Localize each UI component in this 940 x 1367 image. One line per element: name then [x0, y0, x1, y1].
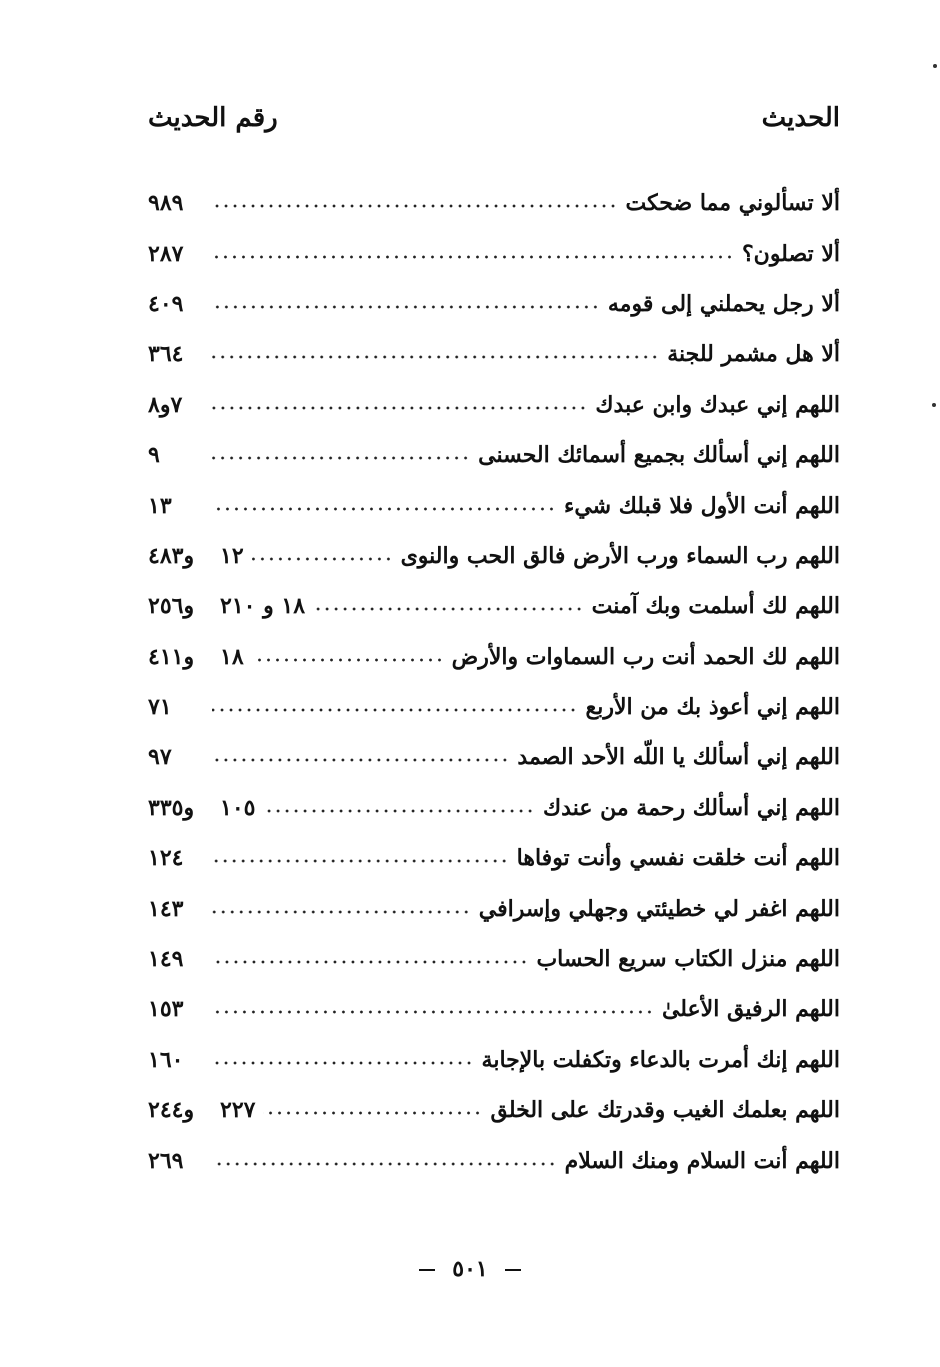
hadith-text: اللهم لك الحمد أنت رب السماوات والأرض: [451, 643, 840, 670]
hadith-text: ألا رجل يحملني إلى قومه: [607, 290, 840, 317]
index-entry: [148, 531, 840, 581]
secondary-hadith-number: ١٨ و ٢١٠: [220, 593, 306, 620]
page-number: ٥٠١: [452, 1256, 488, 1282]
hadith-text: اللهم إنك أمرت بالدعاء وتكفلت بالإجابة: [481, 1046, 840, 1073]
index-entry: [148, 984, 840, 1034]
index-entry: [148, 632, 840, 682]
hadith-index-list: [148, 178, 840, 1186]
index-entry: [148, 581, 840, 631]
index-entry: [148, 732, 840, 782]
dot-leader: [212, 699, 578, 721]
dot-leader: [212, 296, 600, 318]
dot-leader: [212, 1001, 654, 1023]
index-entry: [148, 783, 840, 833]
hadith-number: ٩٨٩: [148, 190, 184, 217]
hadith-number: ١٢٤: [148, 845, 184, 872]
hadith-number: ١٤٩: [148, 946, 184, 973]
hadith-number: و٣٣٥: [148, 794, 195, 821]
hadith-number: و٢٥٦: [148, 593, 195, 620]
hadith-text: اللهم إني أعوذ بك من الأربع: [585, 694, 840, 721]
dot-leader: [212, 246, 734, 268]
hadith-text: اللهم أنت السلام ومنك السلام: [564, 1147, 840, 1174]
hadith-text: اللهم الرفيق الأعلىٰ: [661, 996, 840, 1023]
hadith-text: اللهم بعلمك الغيب وقدرتك على الخلق: [490, 1097, 840, 1124]
dot-leader: [212, 749, 509, 771]
hadith-text: ألا تصلون؟: [741, 240, 840, 267]
index-entry: [148, 1085, 840, 1135]
hadith-text: اللهم إني عبدك وابن عبدك: [595, 391, 840, 418]
index-header: [148, 98, 840, 138]
hadith-column-label: الحديث: [761, 103, 840, 133]
hadith-number: و٢٤٤: [148, 1097, 195, 1124]
dot-leader: [212, 195, 618, 217]
dot-leader: [212, 498, 556, 520]
dot-leader: [212, 901, 471, 923]
hadith-text: اللهم إني أسألك بجميع أسمائك الحسنى: [478, 442, 840, 469]
index-entry: [148, 430, 840, 480]
dot-leader: [212, 850, 509, 872]
dot-leader: [212, 447, 470, 469]
dot-leader: [263, 800, 535, 822]
hadith-text: اللهم إني أسألك يا اللّه الأحد الصمد: [517, 744, 840, 771]
index-entry: [148, 883, 840, 933]
hadith-number: ٧و٨: [148, 391, 183, 418]
index-entry: [148, 833, 840, 883]
hadith-number: ٢٨٧: [148, 240, 184, 267]
hadith-number: ١٤٣: [148, 895, 184, 922]
hadith-text: اللهم أنت الأول فلا قبلك شيء: [563, 492, 840, 519]
hadith-number: ١٥٣: [148, 996, 184, 1023]
hadith-number: ٧١: [148, 694, 172, 721]
index-entry: [148, 279, 840, 329]
margin-dot-middle: [932, 403, 936, 407]
index-entry: [148, 480, 840, 530]
page-footer: [0, 1256, 940, 1282]
dot-leader: [252, 649, 444, 671]
dot-leader: [263, 1102, 482, 1124]
index-entry: [148, 380, 840, 430]
footer-dash-right: [505, 1269, 521, 1271]
index-entry: [148, 934, 840, 984]
hadith-number: و٤٨٣: [148, 542, 195, 569]
hadith-text: اللهم إني أسألك رحمة من عندك: [543, 794, 840, 821]
hadith-number: ١٦٠: [148, 1046, 184, 1073]
hadith-text: ألا تسألوني مما ضحكت: [625, 190, 840, 217]
footer-dash-left: [419, 1269, 435, 1271]
hadith-number: ٢٦٩: [148, 1147, 184, 1174]
index-entry: [148, 329, 840, 379]
index-entry: [148, 228, 840, 278]
hadith-text: اللهم رب السماء ورب الأرض فالق الحب والنوى: [400, 542, 840, 569]
dot-leader: [212, 346, 659, 368]
hadith-number: ٩٧: [148, 744, 172, 771]
secondary-hadith-number: ١٨: [220, 643, 244, 670]
index-entry: [148, 1135, 840, 1185]
dot-leader: [212, 951, 528, 973]
hadith-number: ٩: [148, 442, 160, 469]
secondary-hadith-number: ١٠٥: [220, 794, 256, 821]
hadith-text: اللهم منزل الكتاب سريع الحساب: [536, 946, 840, 973]
margin-dot-top: [933, 64, 937, 68]
dot-leader: [252, 548, 393, 570]
dot-leader: [212, 1052, 474, 1074]
dot-leader: [212, 397, 587, 419]
hadith-number: و٤١١: [148, 643, 195, 670]
secondary-hadith-number: ١٢: [220, 542, 244, 569]
index-entry: [148, 1035, 840, 1085]
index-entry: [148, 178, 840, 228]
hadith-text: اللهم لك أسلمت وبك آمنت: [591, 593, 840, 620]
dot-leader: [212, 1153, 557, 1175]
hadith-number: ٤٠٩: [148, 290, 184, 317]
hadith-number: ١٣: [148, 492, 172, 519]
hadith-number: ٣٦٤: [148, 341, 184, 368]
secondary-hadith-number: ٢٢٧: [220, 1097, 256, 1124]
hadith-number-column-label: رقم الحديث: [148, 103, 278, 133]
hadith-text: اللهم أنت خلقت نفسي وأنت توفاها: [516, 845, 840, 872]
dot-leader: [313, 598, 584, 620]
index-entry: [148, 682, 840, 732]
hadith-text: ألا هل مشمر للجنة: [667, 341, 840, 368]
hadith-text: اللهم اغفر لي خطيئتي وجهلي وإسرافي: [478, 895, 840, 922]
